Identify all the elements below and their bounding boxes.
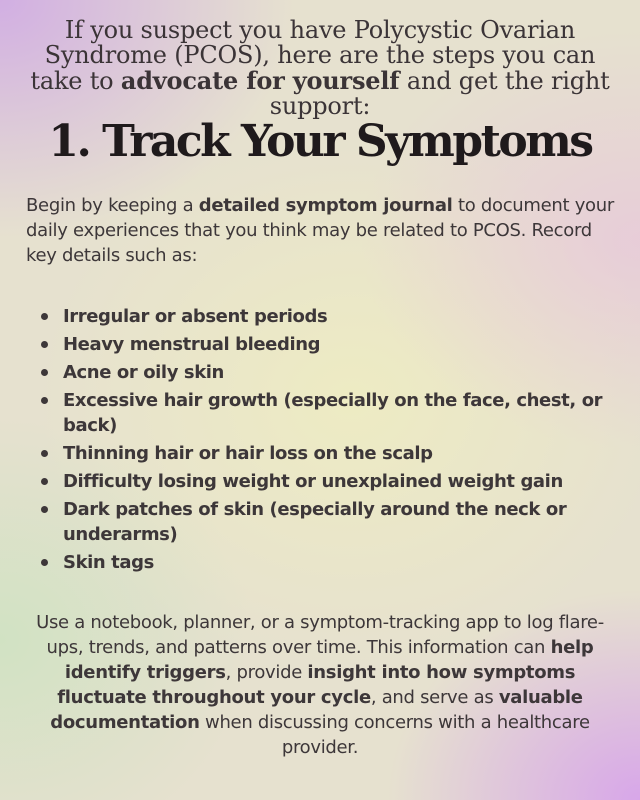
intro-emphasis: advocate for yourself <box>120 66 400 95</box>
intro-text <box>20 18 620 119</box>
symptom-item: Acne or oily skin <box>38 360 614 385</box>
symptom-list <box>38 304 614 578</box>
intro-text-start: If you suspect you have Polycystic Ovarian Syndrome (PCOS), here are the steps you can take to <box>30 16 596 95</box>
section-heading: 1. Track Your Symptoms <box>48 116 592 167</box>
closing-paragraph <box>22 610 618 760</box>
symptom-item: Irregular or absent periods <box>38 304 614 329</box>
closing-text-1: Use a notebook, planner, or a symptom-tracking app to log flare-ups, trends, and patterns over time. This information can <box>36 612 604 658</box>
symptom-item: Excessive hair growth (especially on the face, chest, or back) <box>38 388 614 438</box>
intro-paragraph-bold-1: detailed symptom journal <box>198 195 453 216</box>
symptom-item: Heavy menstrual bleeding <box>38 332 614 357</box>
intro-paragraph-text-2: to document your daily experiences that you think may be related to PCOS. Record key details such as: <box>26 195 614 266</box>
intro-text-end: and get the right support: <box>269 67 610 120</box>
intro-paragraph-text-1: Begin by keeping a <box>26 195 199 216</box>
closing-bold-1: help identify triggers <box>64 637 594 683</box>
symptom-item: Difficulty losing weight or unexplained weight gain <box>38 469 614 494</box>
symptom-item: Thinning hair or hair loss on the scalp <box>38 441 614 466</box>
closing-text-2: , provide <box>225 662 308 683</box>
symptom-item: Dark patches of skin (especially around the neck or underarms) <box>38 497 614 547</box>
intro-paragraph <box>26 193 622 268</box>
symptom-item: Skin tags <box>38 550 614 575</box>
closing-bold-3: valuable documentation <box>50 687 583 733</box>
closing-text-3: , and serve as <box>370 687 499 708</box>
closing-text-4: when discussing concerns with a healthcare provider. <box>199 712 590 758</box>
closing-bold-2: insight into how symptoms fluctuate throughout your cycle <box>57 662 576 708</box>
